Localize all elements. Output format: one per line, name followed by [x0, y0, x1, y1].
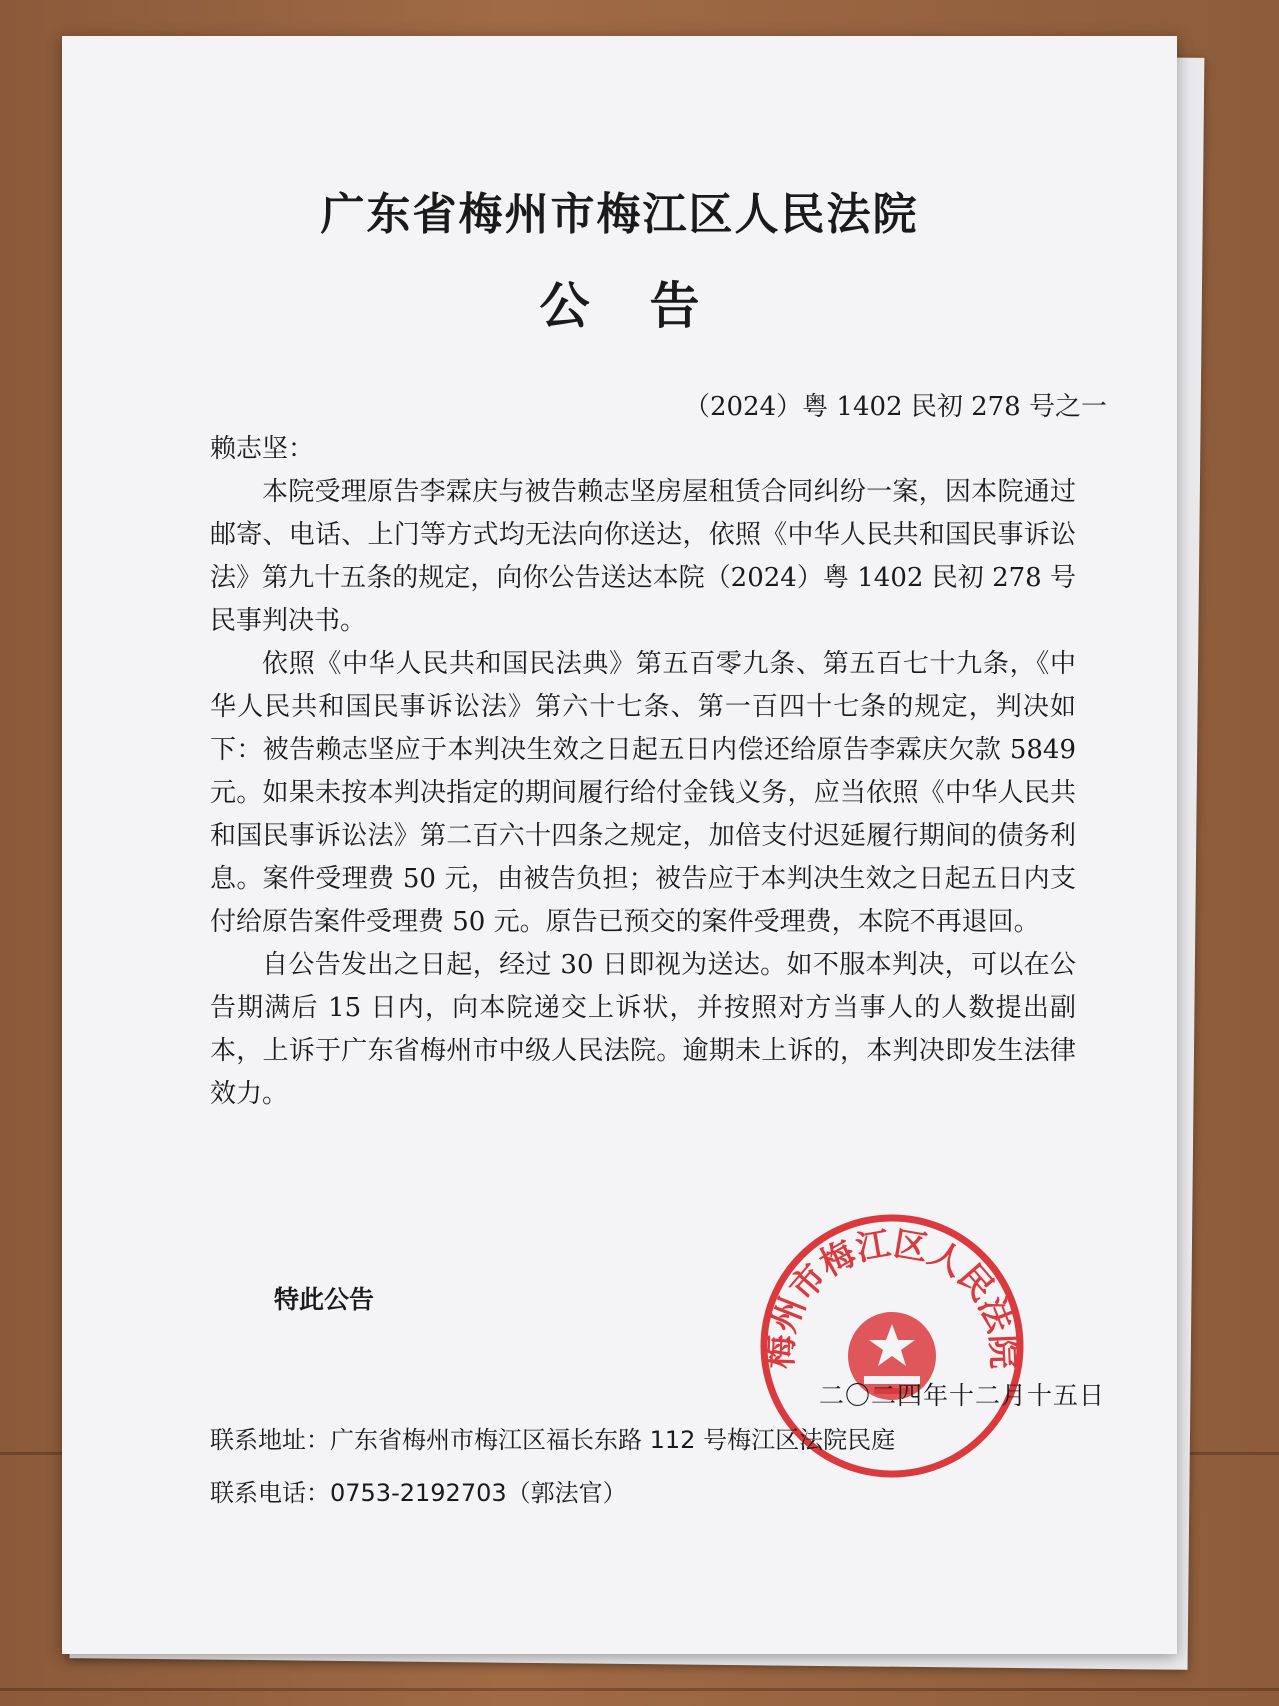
closing-remark: 特此公告 — [274, 1285, 375, 1314]
issue-date: 二〇二四年十二月十五日 — [818, 1381, 1105, 1410]
paragraph-judgment: 依照《中华人民共和国民法典》第五百零九条、第五百七十九条，《中华人民共和国民事诉讼法》第六十七条、第一百四十七条的规定，判决如下：被告赖志坚应于本判决生效之日起五日内偿还给原告李霖庆欠款 5849 元。如果未按本判决指定的期间履行给付金钱义务，应当依照《中华人民共和国民事诉讼法》第二百六十四条之规定，加倍支付迟延履行期间的债务利息。案件受理费 50 元，由被告负担；被告应于本判决生效之日起五日内支付给原告案件受理费 50 元。原告已预交的案件受理费，本院不再退回。 — [210, 649, 1076, 937]
seal-text-path: 梅州市梅江区人民法院 — [760, 1223, 1024, 1370]
document-title: 公告 — [539, 277, 760, 335]
paragraph-appeal: 自公告发出之日起，经过 30 日即视为送达。如不服本判决，可以在公告期满后 15 日内，向本院递交上诉状，并按照对方当事人的人数提出副本，上诉于广东省梅州市中级人民法院。逾期未上诉的，本判决即发生法律效力。 — [210, 950, 1076, 1109]
contact-address: 联系地址：广东省梅州市梅江区福长东路 112 号梅江区法院民庭 — [210, 1426, 896, 1454]
paragraph-service: 本院受理原告李霖庆与被告赖志坚房屋租赁合同纠纷一案，因本院通过邮寄、电话、上门等方式均无法向你送达，依照《中华人民共和国民事诉讼法》第九十五条的规定，向你公告送达本院（2024）粤 1402 民初 278 号民事判决书。 — [210, 477, 1076, 636]
court-name: 广东省梅州市梅江区人民法院 — [320, 189, 919, 240]
case-number: （2024）粤 1402 民初 278 号之一 — [683, 392, 1107, 422]
notice-body — [210, 428, 1076, 1116]
table-seam — [0, 1688, 1279, 1691]
salutation: 赖志坚： — [210, 434, 315, 464]
notice-document — [62, 36, 1177, 1654]
contact-phone: 联系电话：0753-2192703（郭法官） — [210, 1479, 627, 1507]
